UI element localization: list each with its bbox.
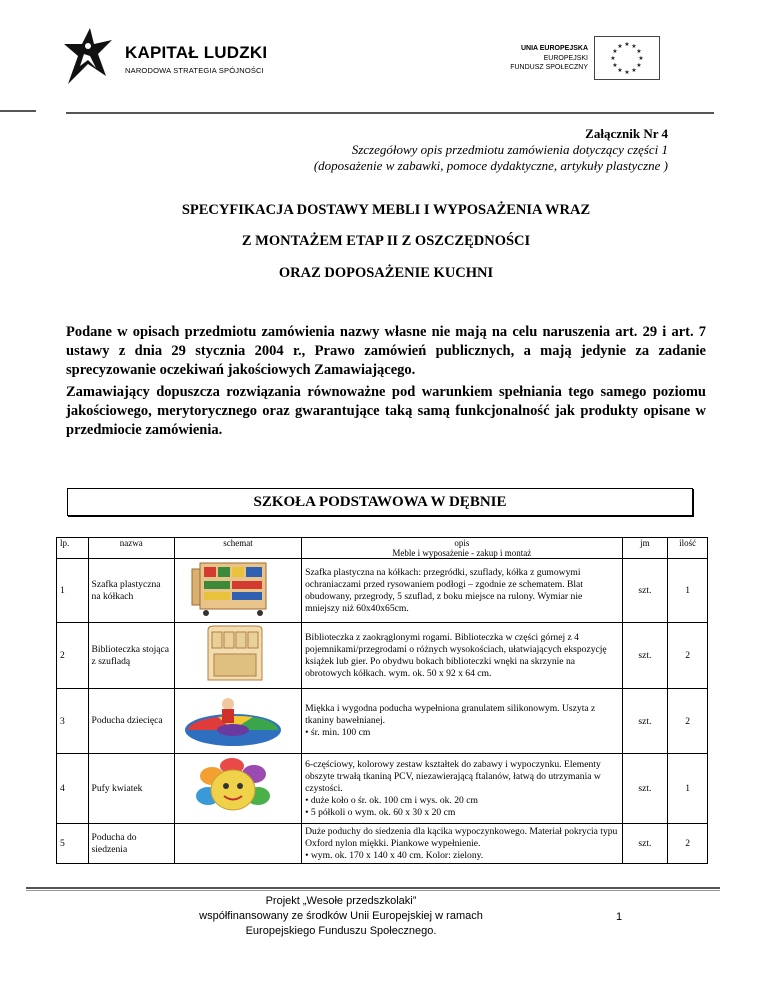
col-opis-subtitle: Meble i wyposażenie - zakup i montaż: [302, 548, 622, 559]
row-lp: 3: [57, 689, 89, 754]
svg-text:★: ★: [624, 41, 630, 48]
row-lp: 4: [57, 754, 89, 824]
table-row: [57, 754, 708, 824]
row-nazwa: Biblioteczka stojąca z szufladą: [88, 623, 174, 689]
annex-block: [314, 126, 668, 174]
footer-rule: [26, 887, 720, 889]
eu-line3: FUNDUSZ SPOŁECZNY: [510, 64, 588, 71]
spec-title-line2: Z MONTAŻEM ETAP II Z OSZCZĘDNOŚCI: [241, 233, 531, 249]
eu-text: [510, 44, 588, 73]
spec-title-line3: ORAZ DOPOSAŻENIE KUCHNI: [278, 265, 494, 281]
svg-text:★: ★: [610, 55, 616, 62]
paragraph-1: Podane w opisach przedmiotu zamówienia nazwy własne nie mają na celu naruszenia art. 29 i art. 7 ustawy z dnia 29 stycznia 2004 r., Prawo zamówień publicznych, a mają jedynie za zadanie sprecyzowanie oczekiwań jakościowych Zamawiającego.: [66, 324, 706, 378]
row-lp: 2: [57, 623, 89, 689]
table-row: [57, 689, 708, 754]
row-opis: Miękka i wygodna poducha wypełniona granulatem silikonowym. Uszyta z tkaniny bawełnianej. • śr. min. 100 cm: [302, 689, 622, 754]
school-heading: SZKOŁA PODSTAWOWA W DĘBNIE: [67, 488, 693, 516]
row-ilosc: 2: [668, 623, 708, 689]
row-opis: Duże poduchy do siedzenia dla kącika wypoczynkowego. Materiał pokrycia typu Oxford nylon miękki. Piankowe wypełnienie. • wym. ok. 170 x 140 x 40 cm. Kolor: zielony.: [302, 824, 622, 864]
row-lp: 1: [57, 559, 89, 623]
bookcase-image: [178, 624, 288, 684]
eu-logo: [494, 36, 660, 86]
flower-pouf-image: [178, 756, 288, 818]
row-ilosc: 1: [668, 754, 708, 824]
col-opis: opis: [302, 538, 622, 549]
paragraph-2: Zamawiający dopuszcza rozwiązania równoważne pod warunkiem spełniania tego samego poziomu jakościowego, merytorycznego oraz gwarantujące taką samą funkcjonalność jak produkty opisane w przedmiocie zamówienia.: [66, 384, 706, 438]
table-row: [57, 559, 708, 623]
table-header-row: [57, 538, 708, 549]
row-nazwa: Poducha dziecięca: [88, 689, 174, 754]
svg-text:★: ★: [617, 67, 623, 74]
svg-text:★: ★: [624, 69, 630, 76]
header-rule-short: [0, 110, 36, 112]
svg-text:★: ★: [636, 62, 642, 69]
annex-line2: (doposażenie w zabawki, pomoce dydaktyczne, artykuły plastyczne ): [313, 158, 668, 173]
row-nazwa: Pufy kwiatek: [88, 754, 174, 824]
row-jm: szt.: [622, 623, 668, 689]
header-rule: [66, 112, 714, 114]
table-row: [57, 824, 708, 864]
col-lp: lp.: [57, 538, 89, 559]
footer: [180, 894, 502, 939]
row-ilosc: 1: [668, 559, 708, 623]
col-schemat: schemat: [174, 538, 301, 559]
spec-title-line1: SPECYFIKACJA DOSTAWY MEBLI I WYPOSAŻENIA WRAZ: [181, 202, 591, 218]
footer-line2: współfinansowany ze środków Unii Europejskiej w ramach: [199, 910, 483, 922]
svg-text:★: ★: [636, 48, 642, 55]
row-jm: szt.: [622, 559, 668, 623]
logo-title: KAPITAŁ LUDZKI: [125, 43, 268, 62]
svg-text:★: ★: [631, 43, 637, 50]
row-ilosc: 2: [668, 689, 708, 754]
col-jm: jm: [622, 538, 668, 559]
row-opis: Szafka plastyczna na kółkach: przegródki, szuflady, kółka z gumowymi ochraniaczami przed rysowaniem podłogi – zgodnie ze schematem. Blat obudowany, przegrody, 5 szuflad, z boku miejsce na rulony. Wymiar nie mniejszy niż 60x40x65cm.: [302, 559, 622, 623]
round-cushion-image: [178, 690, 288, 750]
row-lp: 5: [57, 824, 89, 864]
kapital-ludzki-logo: [62, 26, 272, 90]
kapital-ludzki-star-icon: [62, 26, 116, 86]
footer-rule-thin: [26, 890, 720, 891]
svg-text:★: ★: [612, 62, 618, 69]
row-opis: Biblioteczka z zaokrąglonymi rogami. Biblioteczka w części górnej z 4 pojemnikami/przegrodami o różnych wysokościach, ułatwiających ekspozycję książek lub gier. Po obydwu bokach biblioteczki wnęki na skrzynie na obrotowych kółkach. wym. ok. 50 x 92 x 64 cm.: [302, 623, 622, 689]
annex-line1: Szczegółowy opis przedmiotu zamówienia dotyczący części 1: [351, 142, 668, 157]
spec-table: [56, 537, 708, 864]
row-opis: 6-częściowy, kolorowy zestaw kształtek do zabawy i wypoczynku. Elementy obszyte trwałą tkaniną PCV, niezawierającą ftalanów, łatwą do utrzymania w czystości. • duże koło o śr. ok. 100 cm i wys. ok. 20 cm • 5 półkoli o wym. ok. 60 x 30 x 20 cm: [302, 754, 622, 824]
col-nazwa: nazwa: [88, 538, 174, 559]
col-ilosc: ilość: [668, 538, 708, 559]
logo-subtitle: NARODOWA STRATEGIA SPÓJNOŚCI: [125, 66, 264, 75]
row-schemat: [174, 689, 301, 754]
eu-line1: UNIA EUROPEJSKA: [520, 45, 588, 52]
row-ilosc: 2: [668, 824, 708, 864]
svg-text:★: ★: [638, 55, 644, 62]
page-number: 1: [616, 911, 623, 923]
eu-flag-icon: [594, 36, 660, 80]
row-jm: szt.: [622, 754, 668, 824]
row-jm: szt.: [622, 689, 668, 754]
footer-line3: Europejskiego Funduszu Społecznego.: [245, 925, 437, 937]
svg-text:★: ★: [631, 67, 637, 74]
footer-line1: Projekt „Wesołe przedszkolaki”: [265, 895, 417, 907]
row-schemat: [174, 824, 301, 864]
art-cabinet-image: [178, 559, 288, 619]
row-schemat: [174, 623, 301, 689]
eu-line2: EUROPEJSKI: [543, 54, 588, 62]
annex-title: Załącznik Nr 4: [585, 126, 668, 141]
row-schemat: [174, 559, 301, 623]
svg-text:★: ★: [617, 43, 623, 50]
svg-text:★: ★: [612, 48, 618, 55]
row-schemat: [174, 754, 301, 824]
row-nazwa: Szafka plastyczna na kółkach: [88, 559, 174, 623]
table-row: [57, 623, 708, 689]
row-jm: szt.: [622, 824, 668, 864]
row-nazwa: Poducha do siedzenia: [88, 824, 174, 864]
